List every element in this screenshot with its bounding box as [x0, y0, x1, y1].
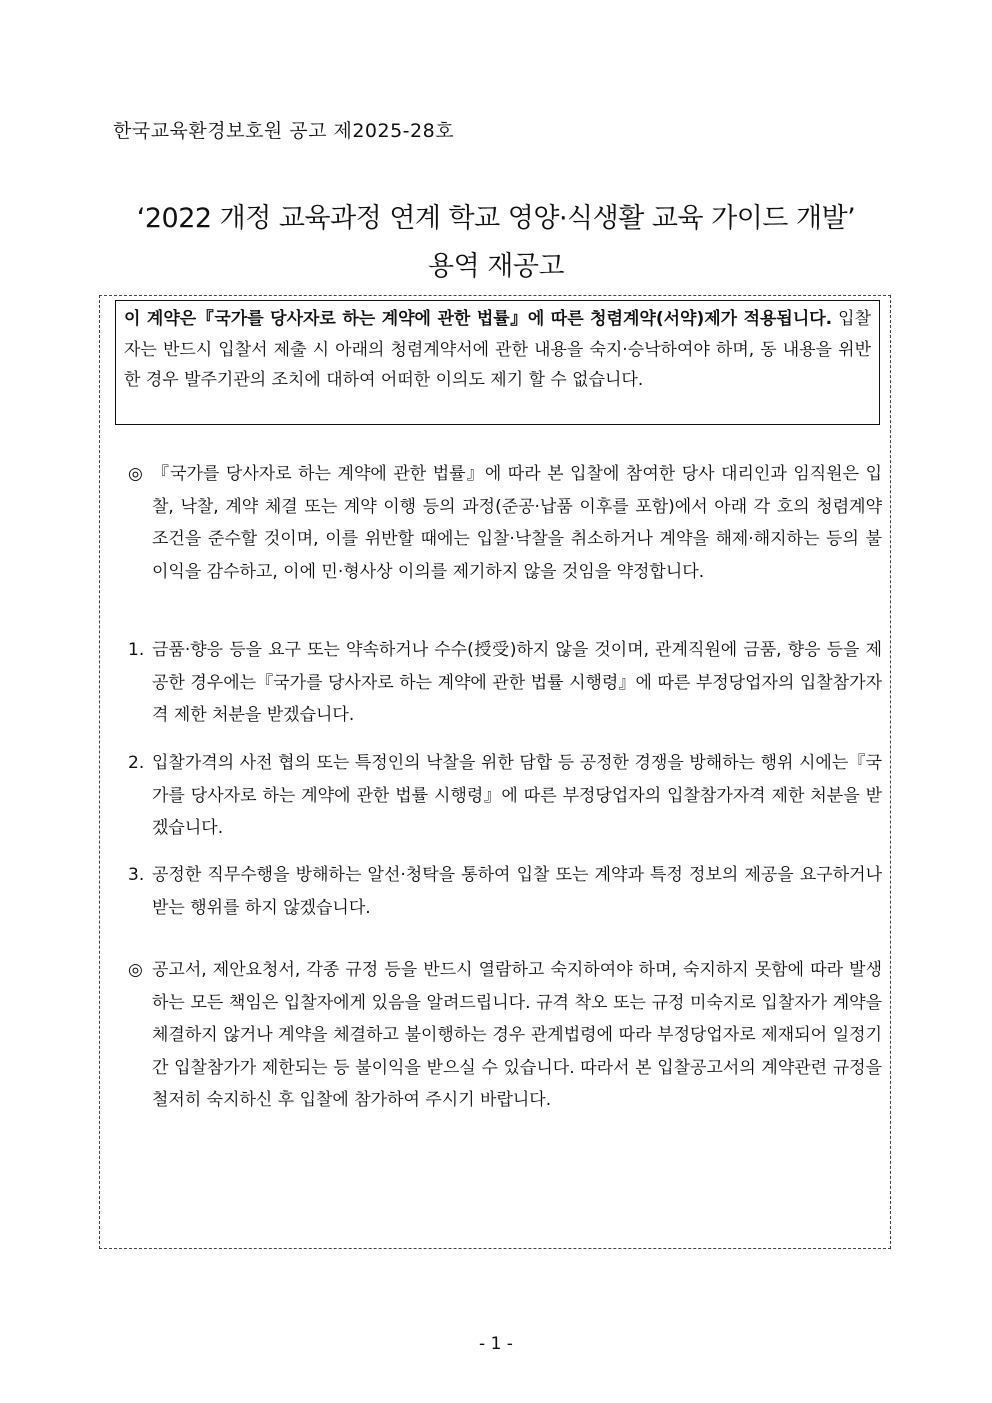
- integrity-notice-bold: 이 계약은『국가를 당사자로 하는 계약에 관한 법률』에 따른 청렴계약(서약)제가 적용됩니다.: [124, 309, 833, 329]
- closing-notice-text: 공고서, 제안요청서, 각종 규정 등을 반드시 열람하고 숙지하여야 하며, 숙지하지 못함에 따라 발생하는 모든 책임은 입찰자에게 있음을 알려드립니다. 규격 착오 또는 규정 미숙지로 입찰자가 계약을 체결하지 않거나 계약을 체결하고 불이행하는 경우 관계법령에 따라 부정당업자로 제재되어 일정기간 입찰참가가 제한되는 등 불이익을 받으실 수 있습니다. 따라서 본 입찰공고서의 계약관련 규정을 철저히 숙지하신 후 입찰에 참가하여 주시기 바랍니다.: [152, 960, 882, 1110]
- pledge-item-3-text: 공정한 직무수행을 방해하는 알선·청탁을 통하여 입찰 또는 계약과 특정 정보의 제공을 요구하거나 받는 행위를 하지 않겠습니다.: [152, 865, 882, 918]
- document-title-line1: ‘2022 개정 교육과정 연계 학교 영양·식생활 교육 가이드 개발’: [136, 203, 856, 234]
- pledge-item-1: [128, 634, 882, 732]
- pledge-intro-marker: ◎: [128, 464, 143, 484]
- pledge-item-2: [128, 747, 882, 845]
- integrity-contract-notice: [115, 300, 880, 425]
- pledge-intro: [128, 458, 882, 588]
- integrity-notice-text: 입찰자는 반드시 입찰서 제출 시 아래의 청렴계약서에 관한 내용을 숙지·승낙하여야 하며, 동 내용을 위반한 경우 발주기관의 조치에 대하여 어떠한 이의도 제기 할 수 없습니다.: [124, 309, 871, 390]
- pledge-item-1-text: 금품·향응 등을 요구 또는 약속하거나 수수(授受)하지 않을 것이며, 관계직원에 금품, 향응 등을 제공한 경우에는『국가를 당사자로 하는 계약에 관한 법률 시행령』에 따른 부정당업자의 입찰참가자격 제한 처분을 받겠습니다.: [152, 640, 882, 725]
- closing-notice-marker: ◎: [128, 960, 143, 980]
- pledge-item-3-number: 3.: [128, 865, 145, 885]
- closing-notice: [128, 954, 882, 1117]
- document-title-line2: 용역 재공고: [428, 251, 564, 282]
- pledge-item-3: [128, 859, 882, 924]
- pledge-item-2-number: 2.: [128, 753, 145, 773]
- page-number: - 1 -: [479, 1334, 513, 1354]
- pledge-item-2-text: 입찰가격의 사전 협의 또는 특정인의 낙찰을 위한 담합 등 공정한 경쟁을 방해하는 행위 시에는『국가를 당사자로 하는 계약에 관한 법률 시행령』에 따른 부정당업자의 입찰참가자격 제한 처분을 받겠습니다.: [152, 753, 882, 838]
- pledge-intro-text: 『국가를 당사자로 하는 계약에 관한 법률』에 따라 본 입찰에 참여한 당사 대리인과 임직원은 입찰, 낙찰, 계약 체결 또는 계약 이행 등의 과정(준공·납품 이후를 포함)에서 아래 각 호의 청렴계약 조건을 준수할 것이며, 이를 위반할 때에는 입찰·낙찰을 취소하거나 계약을 해제·해지하는 등의 불이익을 감수하고, 이에 민·형사상 이의를 제기하지 않을 것임을 약정합니다.: [152, 464, 882, 582]
- notice-number: 한국교육환경보호원 공고 제2025-28호: [113, 120, 455, 142]
- pledge-item-1-number: 1.: [128, 640, 145, 660]
